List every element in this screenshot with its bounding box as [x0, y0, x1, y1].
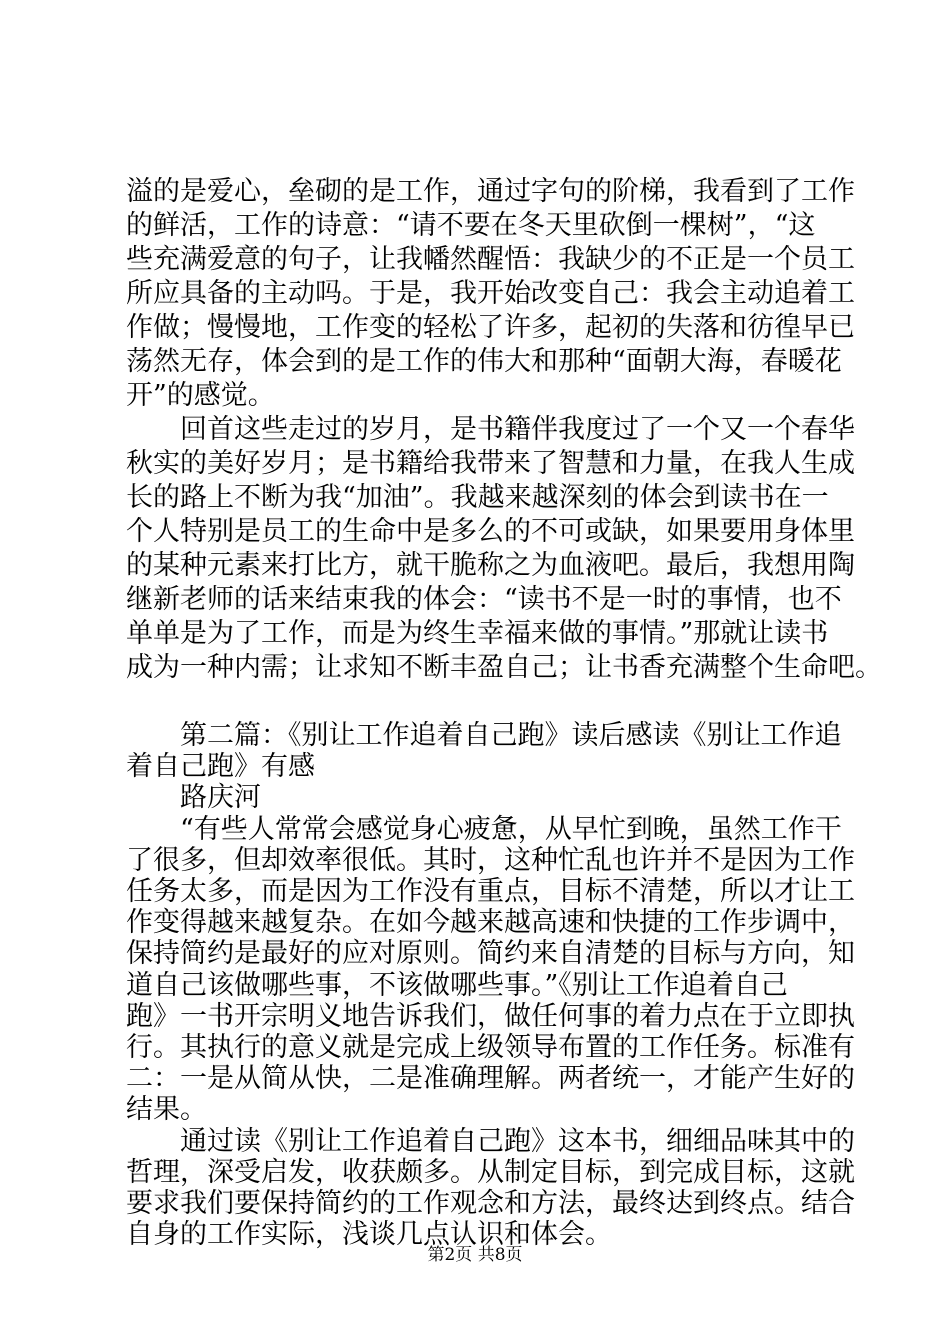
body-line: 秋实的美好岁月；是书籍给我带来了智慧和力量，在我人生成 — [126, 448, 855, 479]
author-line: 路庆河 — [126, 782, 261, 814]
body-line: 作做；慢慢地，工作变的轻松了许多，起初的失落和彷徨早已 — [126, 312, 855, 343]
body-line: 长的路上不断为我“加油”。我越来越深刻的体会到读书在一 — [126, 482, 829, 513]
section-heading-line: 第二篇：《别让工作追着自己跑》读后感读《别让工作追 — [126, 720, 842, 751]
body-line: 继新老师的话来结束我的体会：“读书不是一时的事情，也不 — [126, 584, 842, 615]
body-line: 作变得越来越复杂。在如今越来越高速和快捷的工作步调中， — [126, 907, 855, 939]
body-line: 溢的是爱心，垒砌的是工作，通过字句的阶梯，我看到了工作 — [126, 176, 855, 207]
body-line: 任务太多，而是因为工作没有重点，目标不清楚，所以才让工 — [126, 876, 855, 907]
body-line: 回首这些走过的岁月，是书籍伴我度过了一个又一个春华 — [126, 414, 855, 445]
body-line: 开”的感觉。 — [126, 380, 275, 411]
body-line: 的某种元素来打比方，就干脆称之为血液吧。最后，我想用陶 — [126, 550, 855, 581]
body-line: 保持简约是最好的应对原则。简约来自清楚的目标与方向，知 — [126, 938, 855, 970]
body-line: 自身的工作实际，浅谈几点认识和体会。 — [126, 1219, 612, 1251]
body-line: “有些人常常会感觉身心疲惫，从早忙到晚，虽然工作干 — [126, 813, 842, 845]
body-line: 的鲜活，工作的诗意：“请不要在冬天里砍倒一棵树”，“这 — [126, 210, 816, 241]
body-line: 哲理，深受启发，收获颇多。从制定目标，到完成目标，这就 — [126, 1156, 855, 1188]
body-line: 了很多，但却效率很低。其时，这种忙乱也许并不是因为工作 — [126, 844, 855, 876]
body-line: 道自己该做哪些事，不该做哪些事。”《别让工作追着自己 — [126, 969, 788, 1001]
page-footer: 第2页 共8页 — [427, 1245, 523, 1265]
body-line: 结果。 — [126, 1094, 207, 1126]
body-line: 所应具备的主动吗。于是，我开始改变自己：我会主动追着工 — [126, 278, 855, 309]
body-line: 二：一是从简从快，二是准确理解。两者统一，才能产生好的 — [126, 1063, 855, 1095]
body-line: 荡然无存，体会到的是工作的伟大和那种“面朝大海，春暖花 — [126, 346, 842, 377]
body-line: 通过读《别让工作追着自己跑》这本书，细细品味其中的 — [126, 1125, 855, 1157]
body-line: 单单是为了工作，而是为终生幸福来做的事情。”那就让读书 — [126, 618, 829, 649]
body-line: 跑》一书开宗明义地告诉我们，做任何事的着力点在于立即执 — [126, 1000, 855, 1032]
section-heading-line: 着自己跑》有感 — [126, 751, 315, 783]
body-line: 个人特别是员工的生命中是多么的不可或缺，如果要用身体里 — [126, 516, 855, 547]
body-line: 要求我们要保持简约的工作观念和方法，最终达到终点。结合 — [126, 1188, 855, 1219]
body-line: 行。其执行的意义就是完成上级领导布置的工作任务。标准有 — [126, 1032, 855, 1063]
body-line: 些充满爱意的句子，让我幡然醒悟：我缺少的不正是一个员工 — [126, 244, 855, 275]
body-line: 成为一种内需；让求知不断丰盈自己；让书香充满整个生命吧。 — [126, 652, 882, 683]
